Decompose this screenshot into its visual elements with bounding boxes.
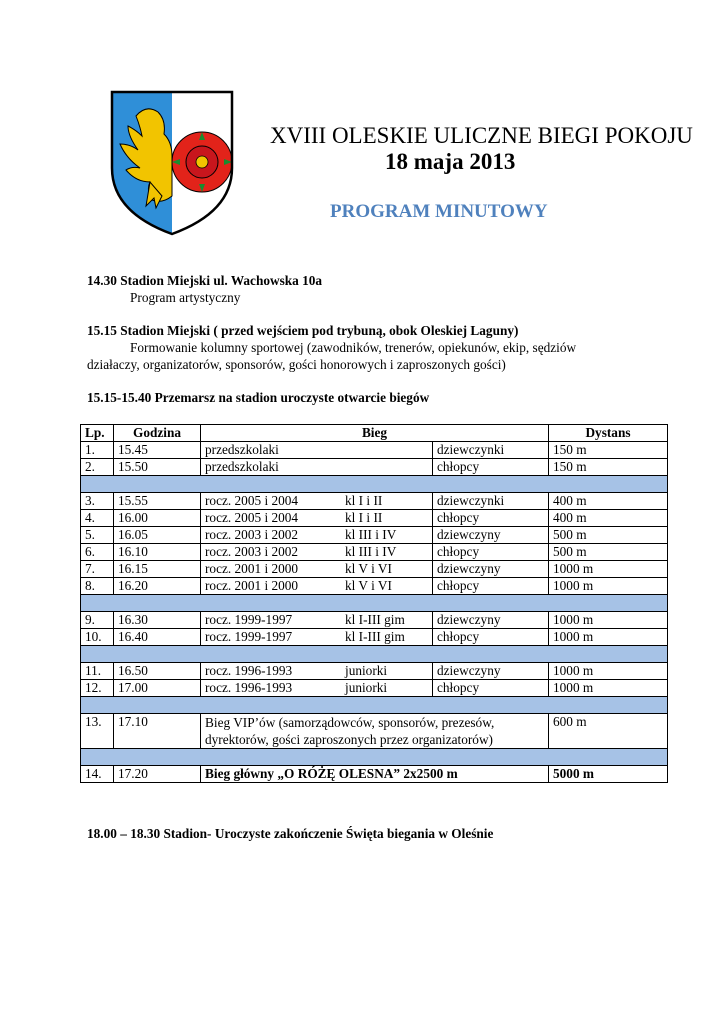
class-label: juniorki [345,680,388,695]
separator-cell [81,646,668,663]
separator-row [81,595,668,612]
table-row [81,459,668,476]
category-label: rocz. 2001 i 2000 [205,561,299,576]
cell-distance: 150 m [549,459,668,476]
header-lp: Lp. [81,425,114,442]
cell-time: 16.10 [114,544,201,561]
separator-cell [81,697,668,714]
category-label: rocz. 1996-1993 [205,663,293,678]
table-row [81,578,668,595]
item-description: Program artystyczny [130,290,241,305]
cell-category [201,680,433,697]
cell-category [201,663,433,680]
cell-distance: 600 m [549,714,668,749]
cell-gender: chłopcy [433,680,549,697]
class-label: kl III i IV [345,527,397,542]
cell-distance: 1000 m [549,561,668,578]
cell-category [201,442,433,459]
cell-gender: dziewczyny [433,612,549,629]
cell-distance: 1000 m [549,663,668,680]
cell-lp: 3. [81,493,114,510]
item-heading: 14.30 Stadion Miejski ul. Wachowska 10a [87,273,323,288]
cell-gender: chłopcy [433,510,549,527]
separator-row [81,646,668,663]
cell-category [201,612,433,629]
separator-row [81,749,668,766]
class-label: kl I-III gim [345,612,405,627]
table-row [81,544,668,561]
item-heading: 15.15 Stadion Miejski ( przed wejściem pod trybuną, obok Oleskiej Laguny) [87,323,519,338]
table-row [81,510,668,527]
cell-gender: dziewczyny [433,527,549,544]
category-label: rocz. 2005 i 2004 [205,510,299,525]
separator-row [81,697,668,714]
cell-distance: 1000 m [549,578,668,595]
separator-cell [81,595,668,612]
cell-distance: 1000 m [549,612,668,629]
cell-category [201,493,433,510]
cell-category [201,544,433,561]
item-description-continued: działaczy, organizatorów, sponsorów, gości honorowych i zaproszonych gości) [87,357,506,372]
cell-lp: 1. [81,442,114,459]
item-heading: 15.15-15.40 Przemarsz na stadion uroczyste otwarcie biegów [87,390,430,405]
cell-race-description: Bieg VIP’ów (samorządowców, sponsorów, prezesów, dyrektorów, gości zaproszonych przez organizatorów) [201,714,549,749]
cell-distance: 1000 m [549,680,668,697]
cell-gender: chłopcy [433,629,549,646]
header-bieg: Bieg [201,425,549,442]
cell-gender: dziewczyny [433,663,549,680]
cell-time: 15.45 [114,442,201,459]
table-row [81,766,668,783]
table-row [81,442,668,459]
cell-category [201,629,433,646]
category-label: rocz. 1999-1997 [205,612,293,627]
cell-lp: 6. [81,544,114,561]
cell-distance: 5000 m [549,766,668,783]
cell-time: 16.15 [114,561,201,578]
cell-time: 17.20 [114,766,201,783]
cell-distance: 500 m [549,544,668,561]
cell-time: 15.55 [114,493,201,510]
cell-distance: 150 m [549,442,668,459]
item-description: Formowanie kolumny sportowej (zawodników, trenerów, opiekunów, ekip, sędziów [130,340,577,355]
cell-lp: 7. [81,561,114,578]
coat-of-arms-logo [106,86,238,238]
cell-lp: 10. [81,629,114,646]
cell-time: 16.05 [114,527,201,544]
cell-time: 16.50 [114,663,201,680]
table-row [81,714,668,749]
header-godzina: Godzina [114,425,201,442]
schedule-item-1515 [87,322,576,373]
cell-time: 17.00 [114,680,201,697]
cell-gender: dziewczynki [433,493,549,510]
table-row [81,680,668,697]
cell-lp: 5. [81,527,114,544]
table-row [81,493,668,510]
cell-time: 16.40 [114,629,201,646]
cell-distance: 400 m [549,510,668,527]
cell-category [201,527,433,544]
program-heading: PROGRAM MINUTOWY [330,201,548,222]
schedule-item-1430 [87,272,322,306]
event-date: 18 maja 2013 [385,149,516,174]
cell-gender: dziewczynki [433,442,549,459]
cell-gender: dziewczyny [433,561,549,578]
cell-time: 15.50 [114,459,201,476]
table-row [81,561,668,578]
cell-lp: 11. [81,663,114,680]
closing-item: 18.00 – 18.30 Stadion- Uroczyste zakończenie Święta biegania w Oleśnie [87,826,494,841]
table-row [81,527,668,544]
cell-category [201,510,433,527]
category-label: rocz. 2001 i 2000 [205,578,299,593]
class-label: kl I i II [345,510,383,525]
table-row [81,663,668,680]
category-label: rocz. 2003 i 2002 [205,544,299,559]
event-title: XVIII OLESKIE ULICZNE BIEGI POKOJU [270,123,693,148]
cell-lp: 14. [81,766,114,783]
cell-lp: 8. [81,578,114,595]
cell-main-race: Bieg główny „O RÓŻĘ OLESNA” 2x2500 m [201,766,549,783]
category-label: rocz. 1996-1993 [205,680,293,695]
cell-time: 16.00 [114,510,201,527]
cell-gender: chłopcy [433,459,549,476]
separator-row [81,476,668,493]
cell-time: 17.10 [114,714,201,749]
class-label: kl I-III gim [345,629,405,644]
cell-category [201,459,433,476]
cell-lp: 13. [81,714,114,749]
category-label: rocz. 2003 i 2002 [205,527,299,542]
category-label: rocz. 2005 i 2004 [205,493,299,508]
cell-lp: 2. [81,459,114,476]
class-label: kl V i VI [345,578,392,593]
cell-gender: chłopcy [433,544,549,561]
cell-gender: chłopcy [433,578,549,595]
cell-category [201,578,433,595]
schedule-table [80,424,668,783]
cell-lp: 12. [81,680,114,697]
cell-category [201,561,433,578]
class-label: kl III i IV [345,544,397,559]
cell-lp: 4. [81,510,114,527]
table-row [81,612,668,629]
class-label: kl V i VI [345,561,392,576]
class-label: juniorki [345,663,388,678]
cell-time: 16.30 [114,612,201,629]
header-dystans: Dystans [549,425,668,442]
cell-distance: 1000 m [549,629,668,646]
cell-distance: 400 m [549,493,668,510]
schedule-item-parade [87,389,429,406]
separator-cell [81,476,668,493]
table-header-row [81,425,668,442]
category-label: rocz. 1999-1997 [205,629,293,644]
category-label: przedszkolaki [205,442,279,457]
cell-distance: 500 m [549,527,668,544]
cell-time: 16.20 [114,578,201,595]
category-label: przedszkolaki [205,459,279,474]
table-row [81,629,668,646]
cell-lp: 9. [81,612,114,629]
separator-cell [81,749,668,766]
class-label: kl I i II [345,493,383,508]
